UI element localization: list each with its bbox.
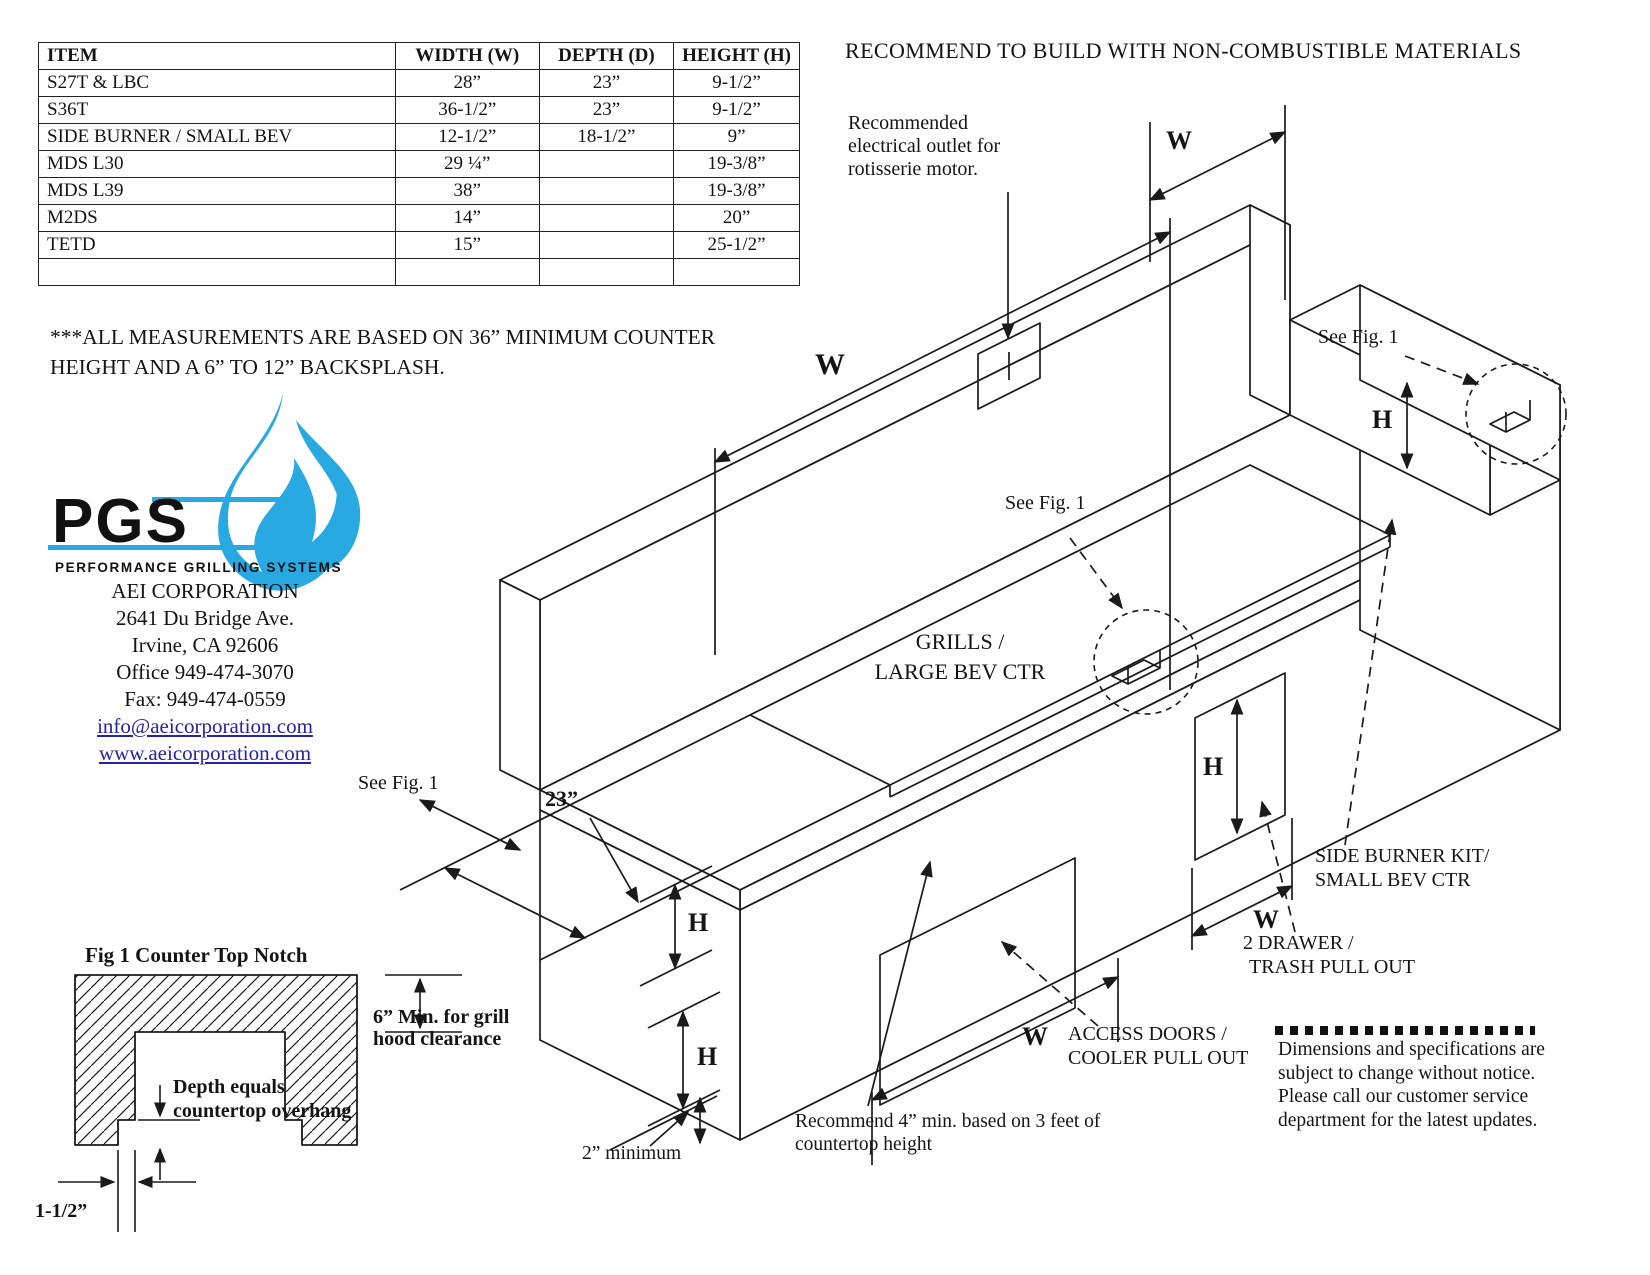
dotted-divider (1275, 1026, 1535, 1035)
table-cell: 12-1/2” (395, 124, 539, 151)
table-cell: 25-1/2” (674, 232, 800, 259)
table-cell: 9-1/2” (674, 70, 800, 97)
drawer-label-line1: 2 DRAWER / (1243, 932, 1354, 954)
table-cell (539, 178, 673, 205)
table-row (39, 232, 800, 259)
street-address: 2641 Du Bridge Ave. (115, 606, 295, 630)
measurement-note: ***ALL MEASUREMENTS ARE BASED ON 36” MINIMUM COUNTER HEIGHT AND A 6” TO 12” BACKSPLASH. (50, 325, 716, 379)
table-cell: M2DS (39, 205, 396, 232)
see-fig-left: See Fig. 1 (358, 772, 439, 794)
grills-label-line2: LARGE BEV CTR (874, 659, 1046, 684)
spec-table-body (39, 70, 800, 286)
pgs-logo-text: PGS (52, 487, 189, 556)
width-dim-access: W (1022, 1022, 1048, 1051)
table-cell (39, 259, 396, 286)
table-cell: 18-1/2” (539, 124, 673, 151)
table-cell (674, 259, 800, 286)
table-row (39, 97, 800, 124)
table-row (39, 70, 800, 97)
table-row (39, 178, 800, 205)
side-burner-label-line2: SMALL BEV CTR (1315, 869, 1471, 891)
table-cell: 14” (395, 205, 539, 232)
table-cell: TETD (39, 232, 396, 259)
column-header: ITEM (39, 43, 396, 70)
column-header: DEPTH (D) (539, 43, 673, 70)
electrical-outlet-note: Recommended electrical outlet for rotisserie motor. (848, 112, 1001, 180)
table-row (39, 259, 800, 286)
grills-label-line1: GRILLS / (915, 629, 1005, 654)
see-fig-right: See Fig. 1 (1318, 326, 1399, 348)
fig1-depth-note-line1: Depth equals (173, 1076, 285, 1098)
column-header: HEIGHT (H) (674, 43, 800, 70)
office-phone: Office 949-474-3070 (116, 660, 294, 684)
table-cell: SIDE BURNER / SMALL BEV (39, 124, 396, 151)
pgs-logo-tagline: PERFORMANCE GRILLING SYSTEMS (55, 560, 343, 575)
2in-minimum-label: 2” minimum (582, 1143, 682, 1164)
drawer-label-line2: TRASH PULL OUT (1249, 956, 1415, 978)
table-cell: 9” (674, 124, 800, 151)
access-doors-label-line2: COOLER PULL OUT (1068, 1047, 1249, 1069)
table-cell: 23” (539, 70, 673, 97)
fax-number: Fax: 949-474-0559 (124, 687, 286, 711)
company-name: AEI CORPORATION (111, 579, 299, 603)
table-cell: 28” (395, 70, 539, 97)
width-dim-top: W (1166, 126, 1192, 155)
table-cell (539, 205, 673, 232)
table-cell: 19-3/8” (674, 178, 800, 205)
table-cell (539, 259, 673, 286)
height-dim-drawer: H (1203, 752, 1224, 781)
table-cell: 19-3/8” (674, 151, 800, 178)
table-row (39, 124, 800, 151)
website-link[interactable]: www.aeicorporation.com (98, 741, 312, 765)
height-dim-front: H (697, 1042, 718, 1071)
table-cell: MDS L30 (39, 151, 396, 178)
table-row (39, 151, 800, 178)
width-dim-drawer: W (1253, 905, 1279, 934)
height-dim-sideburner: H (1372, 405, 1393, 434)
table-cell: 23” (539, 97, 673, 124)
height-dim-left: H (688, 908, 709, 937)
table-cell (395, 259, 539, 286)
side-burner-label-line1: SIDE BURNER KIT/ (1315, 845, 1490, 867)
column-header: WIDTH (W) (395, 43, 539, 70)
spec-table-header (39, 43, 800, 70)
fig1-depth-note-line2: countertop overhang (173, 1100, 352, 1122)
spec-table (38, 42, 800, 286)
access-doors-label-line1: ACCESS DOORS / (1068, 1023, 1227, 1045)
disclaimer-text: Dimensions and specifications are subject to change without notice. Please call our customer service department for the latest updates. (1278, 1039, 1545, 1131)
table-cell: 38” (395, 178, 539, 205)
fig1-title: Fig 1 Counter Top Notch (85, 943, 308, 967)
table-cell: 29 ¼” (395, 151, 539, 178)
table-cell: 15” (395, 232, 539, 259)
see-fig-middle: See Fig. 1 (1005, 492, 1086, 514)
table-cell: 9-1/2” (674, 97, 800, 124)
table-row (39, 205, 800, 232)
fig1-clearance-note: 6” Min. for grill hood clearance (373, 1006, 510, 1050)
recommend-4in-note: Recommend 4” min. based on 3 feet of countertop height (795, 1111, 1101, 1155)
contact-block (60, 578, 350, 767)
city-address: Irvine, CA 92606 (131, 633, 279, 657)
table-cell: S27T & LBC (39, 70, 396, 97)
table-cell: MDS L39 (39, 178, 396, 205)
email-link[interactable]: info@aeicorporation.com (97, 714, 313, 738)
table-cell (539, 232, 673, 259)
fig1-lip-dimension: 1-1/2” (35, 1200, 88, 1222)
table-cell: 20” (674, 205, 800, 232)
table-cell: S36T (39, 97, 396, 124)
materials-heading: RECOMMEND TO BUILD WITH NON-COMBUSTIBLE MATERIALS (845, 38, 1522, 63)
table-cell: 36-1/2” (395, 97, 539, 124)
depth-23-label: 23” (545, 786, 578, 811)
table-cell (539, 151, 673, 178)
width-dim-main: W (815, 348, 845, 381)
